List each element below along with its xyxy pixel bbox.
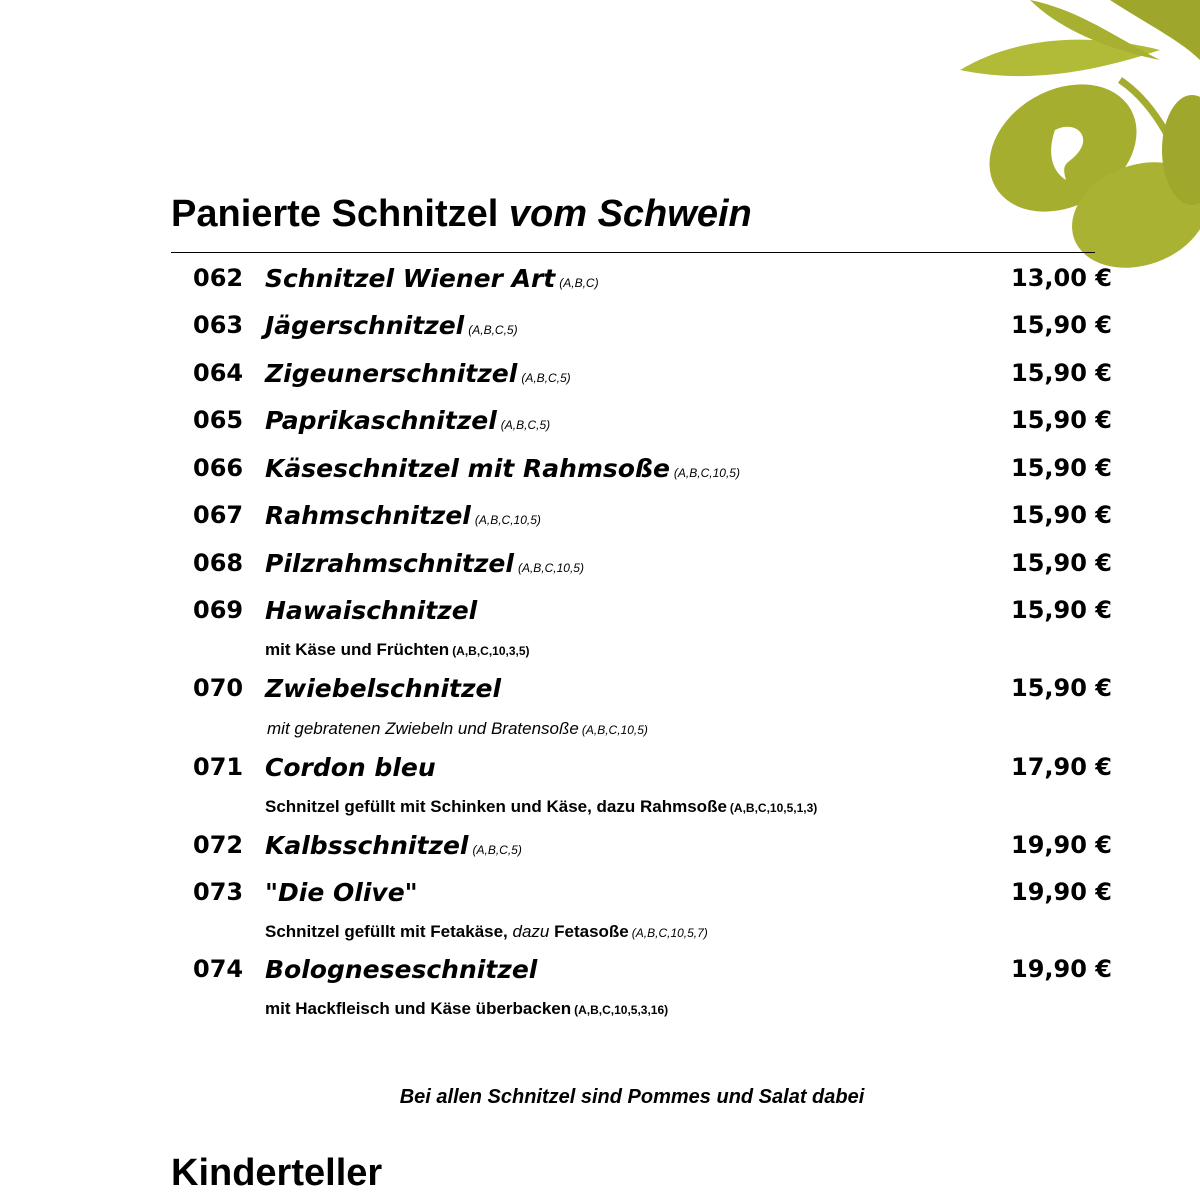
item-description-allergens: (A,B,C,10,3,5) [452, 644, 530, 658]
item-price: 19,90 € [1011, 878, 1112, 906]
item-number: 065 [193, 406, 244, 434]
menu-item [0, 955, 1200, 995]
item-number: 070 [193, 674, 244, 702]
item-dish [265, 406, 550, 435]
item-description [267, 719, 648, 739]
item-number: 072 [193, 831, 244, 859]
item-number: 069 [193, 596, 244, 624]
item-price: 15,90 € [1011, 501, 1112, 529]
item-number: 066 [193, 454, 244, 482]
item-name: Jägerschnitzel [265, 311, 465, 340]
item-dish [265, 878, 418, 907]
item-name: Bologneseschnitzel [265, 955, 538, 984]
item-description [265, 999, 668, 1019]
section-title-main: Panierte Schnitzel [171, 193, 499, 235]
item-name: Cordon bleu [265, 753, 436, 782]
item-number: 074 [193, 955, 244, 983]
item-price: 15,90 € [1011, 359, 1112, 387]
item-allergens: (A,B,C,10,5) [474, 513, 541, 527]
item-number: 067 [193, 501, 244, 529]
item-allergens: (A,B,C) [559, 276, 599, 290]
item-name: Kalbsschnitzel [265, 831, 469, 860]
menu-item [0, 264, 1200, 304]
item-price: 15,90 € [1011, 454, 1112, 482]
section-title-accent: vom Schwein [508, 193, 752, 235]
item-price: 17,90 € [1011, 753, 1112, 781]
item-price: 19,90 € [1011, 831, 1112, 859]
item-name: Zwiebelschnitzel [265, 674, 502, 703]
item-number: 071 [193, 753, 244, 781]
item-description-allergens: (A,B,C,10,5,1,3) [729, 801, 818, 815]
item-dish [265, 454, 740, 483]
item-description-allergens: (A,B,C,10,5,3,16) [574, 1003, 669, 1017]
item-allergens: (A,B,C,5) [521, 371, 571, 385]
item-dish [265, 549, 584, 578]
menu-item [0, 501, 1200, 541]
item-number: 073 [193, 878, 244, 906]
item-name: Hawaischnitzel [265, 596, 478, 625]
item-allergens: (A,B,C,5) [500, 418, 551, 432]
item-description-text: mit gebratenen Zwiebeln und Bratensoße [267, 719, 579, 738]
menu-item [0, 359, 1200, 399]
item-number: 063 [193, 311, 244, 339]
item-description [265, 640, 530, 660]
menu-item [0, 596, 1200, 636]
item-number: 062 [193, 264, 244, 292]
item-name: Schnitzel Wiener Art [265, 264, 556, 293]
menu-item [0, 878, 1200, 918]
item-name: "Die Olive" [265, 878, 418, 907]
item-price: 15,90 € [1011, 549, 1112, 577]
item-dish [265, 359, 571, 388]
item-dish [265, 674, 501, 703]
item-allergens: (A,B,C,5) [472, 843, 522, 857]
title-divider [171, 252, 1095, 253]
item-price: 19,90 € [1011, 955, 1112, 983]
item-price: 15,90 € [1011, 406, 1112, 434]
item-name: Pilzrahmschnitzel [265, 549, 514, 578]
side-dish-note: Bei allen Schnitzel sind Pommes und Salat dabei [399, 1086, 865, 1108]
item-dish [265, 831, 522, 860]
menu-item [0, 831, 1200, 871]
item-description [265, 922, 708, 942]
item-dish [265, 264, 599, 293]
item-name: Paprikaschnitzel [265, 406, 497, 435]
item-allergens: (A,B,C,10,5) [517, 561, 584, 575]
item-description-sauce: Fetasoße [554, 922, 629, 941]
menu-item [0, 311, 1200, 351]
item-dish [265, 501, 541, 530]
item-name: Zigeunerschnitzel [265, 359, 518, 388]
item-description-allergens: (A,B,C,10,5) [581, 723, 648, 737]
item-price: 15,90 € [1011, 596, 1112, 624]
item-description-text: Schnitzel gefüllt mit Schinken und Käse, dazu Rahmsoße [265, 797, 727, 816]
item-dish [265, 955, 537, 984]
item-description-text: mit Käse und Früchten [265, 640, 450, 659]
item-description-text: mit Hackfleisch und Käse überbacken [265, 999, 572, 1018]
item-number: 064 [193, 359, 244, 387]
menu-item [0, 753, 1200, 793]
menu-item [0, 406, 1200, 446]
item-name: Käseschnitzel mit Rahmsoße [265, 454, 670, 483]
item-allergens: (A,B,C,5) [468, 323, 518, 337]
item-dish [265, 596, 477, 625]
item-description-connector: dazu [512, 922, 550, 941]
item-number: 068 [193, 549, 244, 577]
menu-item [0, 674, 1200, 714]
menu-item [0, 454, 1200, 494]
section-title [171, 193, 752, 236]
menu-item [0, 549, 1200, 589]
next-section-title: Kinderteller [171, 1152, 383, 1194]
item-description-allergens: (A,B,C,10,5,7) [631, 926, 708, 940]
item-name: Rahmschnitzel [265, 501, 471, 530]
item-allergens: (A,B,C,10,5) [673, 466, 740, 480]
item-price: 15,90 € [1011, 311, 1112, 339]
item-dish [265, 753, 436, 782]
olive-branch-icon [940, 0, 1200, 280]
item-description-text: Schnitzel gefüllt mit Fetakäse, [265, 922, 508, 941]
item-description [265, 797, 817, 817]
item-price: 13,00 € [1011, 264, 1112, 292]
item-dish [265, 311, 518, 340]
item-price: 15,90 € [1011, 674, 1112, 702]
